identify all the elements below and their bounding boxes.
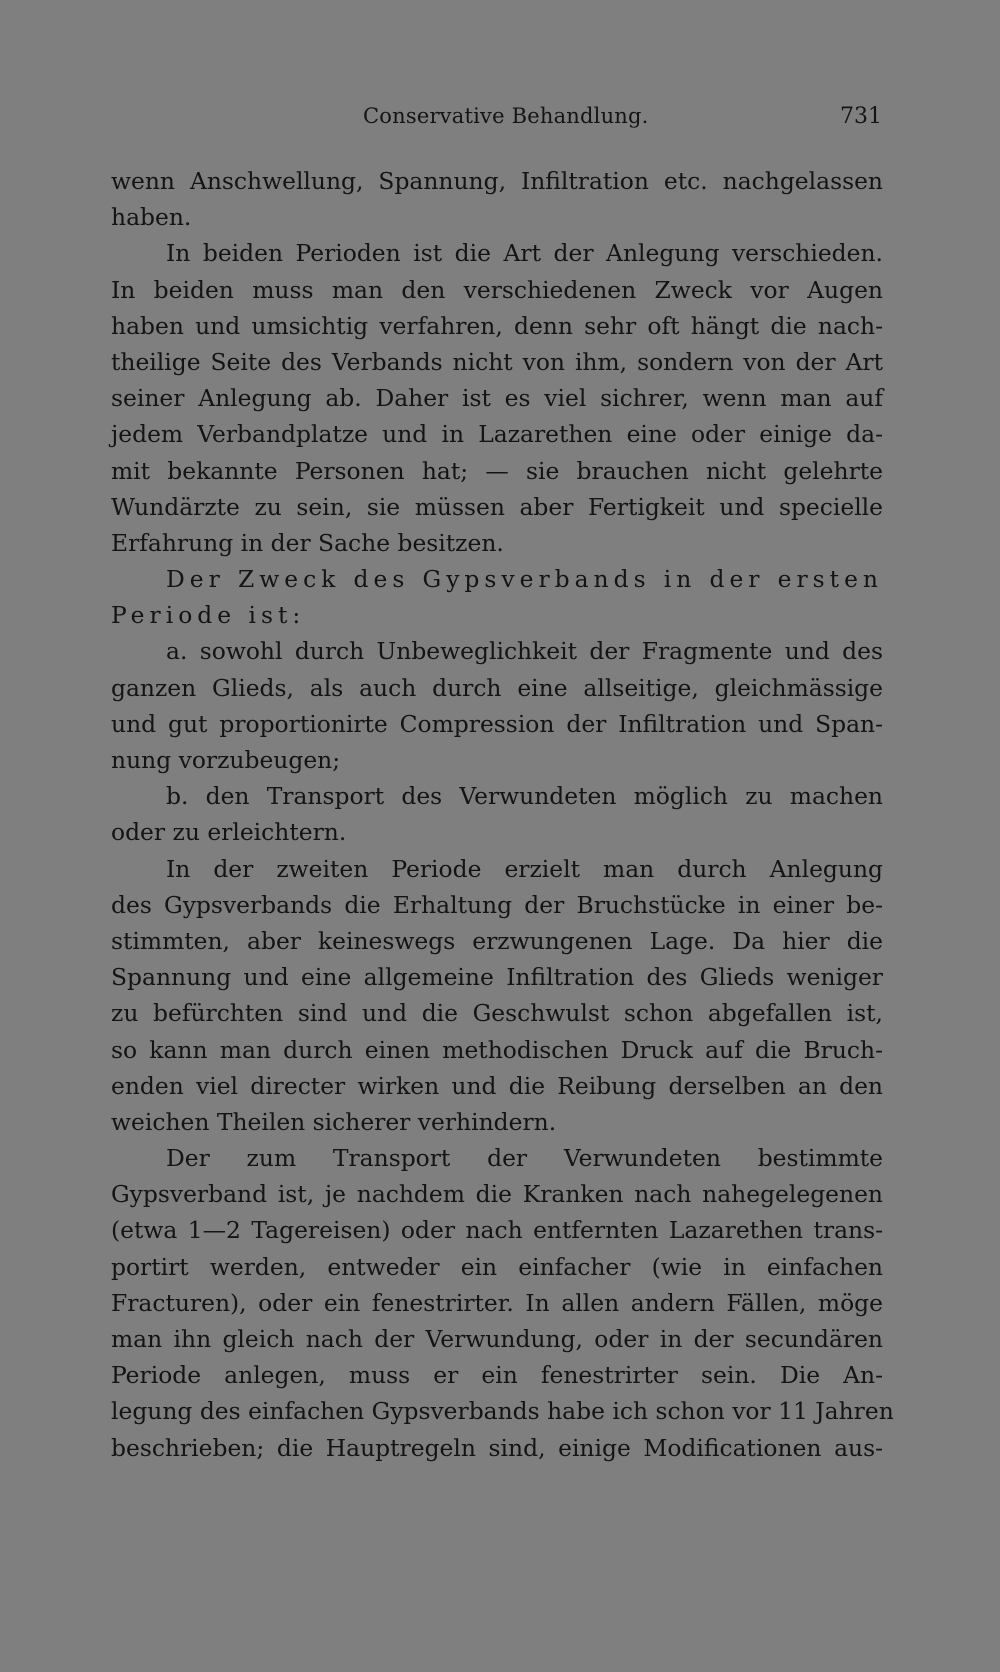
text-line: haben und umsichtig verfahren, denn sehr oft hängt die nach-: [111, 311, 883, 340]
running-title: Conservative Behandlung.: [363, 104, 649, 128]
text-line: stimmten, aber keineswegs erzwungenen Lage. Da hier die: [111, 926, 883, 955]
text-line: jedem Verbandplatze und in Lazarethen eine oder einige da-: [111, 420, 883, 449]
page-number: 731: [840, 104, 882, 129]
text-line: In beiden muss man den verschiedenen Zweck vor Augen: [111, 275, 883, 304]
text-line: haben.: [111, 203, 192, 232]
text-line: seiner Anlegung ab. Daher ist es viel sichrer, wenn man auf: [111, 384, 883, 413]
text-line: Fracturen), oder ein fenestrirter. In allen andern Fällen, möge: [111, 1288, 883, 1317]
running-header: [0, 104, 1000, 134]
text-line: a. sowohl durch Unbeweglichkeit der Fragmente und des: [166, 637, 883, 666]
text-line: Wundärzte zu sein, sie müssen aber Fertigkeit und specielle: [111, 492, 883, 521]
text-line: oder zu erleichtern.: [111, 818, 347, 847]
text-line: In beiden Perioden ist die Art der Anlegung verschieden.: [166, 239, 883, 268]
text-line: portirt werden, entweder ein einfacher (wie in einfachen: [111, 1252, 883, 1281]
text-line: (etwa 1—2 Tagereisen) oder nach entfernten Lazarethen trans-: [111, 1216, 883, 1245]
body-text: [111, 163, 894, 1466]
text-line: so kann man durch einen methodischen Druck auf die Bruch-: [111, 1035, 883, 1064]
text-line: Erfahrung in der Sache besitzen.: [111, 528, 504, 557]
text-line: des Gypsverbands die Erhaltung der Bruchstücke in einer be-: [111, 890, 883, 919]
text-line: weichen Theilen sicherer verhindern.: [111, 1107, 557, 1136]
text-line: Der Zweck des Gypsverbands in der ersten: [166, 565, 883, 594]
text-line: legung des einfachen Gypsverbands habe ich schon vor 11 Jahren: [111, 1397, 894, 1426]
text-line: b. den Transport des Verwundeten möglich zu machen: [166, 782, 883, 811]
text-line: zu befürchten sind und die Geschwulst schon abgefallen ist,: [111, 999, 883, 1028]
text-line: mit bekannte Personen hat; — sie brauchen nicht gelehrte: [111, 456, 883, 485]
text-line: In der zweiten Periode erzielt man durch Anlegung: [166, 854, 883, 883]
text-line: theilige Seite des Verbands nicht von ihm, sondern von der Art: [111, 347, 883, 376]
text-line: man ihn gleich nach der Verwundung, oder in der secundären: [111, 1325, 883, 1353]
text-line: Periode anlegen, muss er ein fenestrirter sein. Die An-: [111, 1361, 883, 1390]
text-line: ganzen Glieds, als auch durch eine allseitige, gleichmässige: [111, 673, 883, 702]
text-line: Der zum Transport der Verwundeten bestimmte: [166, 1144, 883, 1173]
text-line: wenn Anschwellung, Spannung, Infiltration etc. nachgelassen: [111, 167, 883, 195]
text-line: Periode ist:: [111, 601, 306, 630]
text-line: Gypsverband ist, je nachdem die Kranken nach nahegelegenen: [111, 1180, 883, 1209]
text-line: Spannung und eine allgemeine Infiltration des Glieds weniger: [111, 963, 883, 992]
text-line: und gut proportionirte Compression der Infiltration und Span-: [111, 709, 883, 738]
text-line: nung vorzubeugen;: [111, 746, 341, 774]
text-line: enden viel directer wirken und die Reibung derselben an den: [111, 1071, 883, 1100]
text-line: beschrieben; die Hauptregeln sind, einige Modificationen aus-: [111, 1433, 883, 1462]
